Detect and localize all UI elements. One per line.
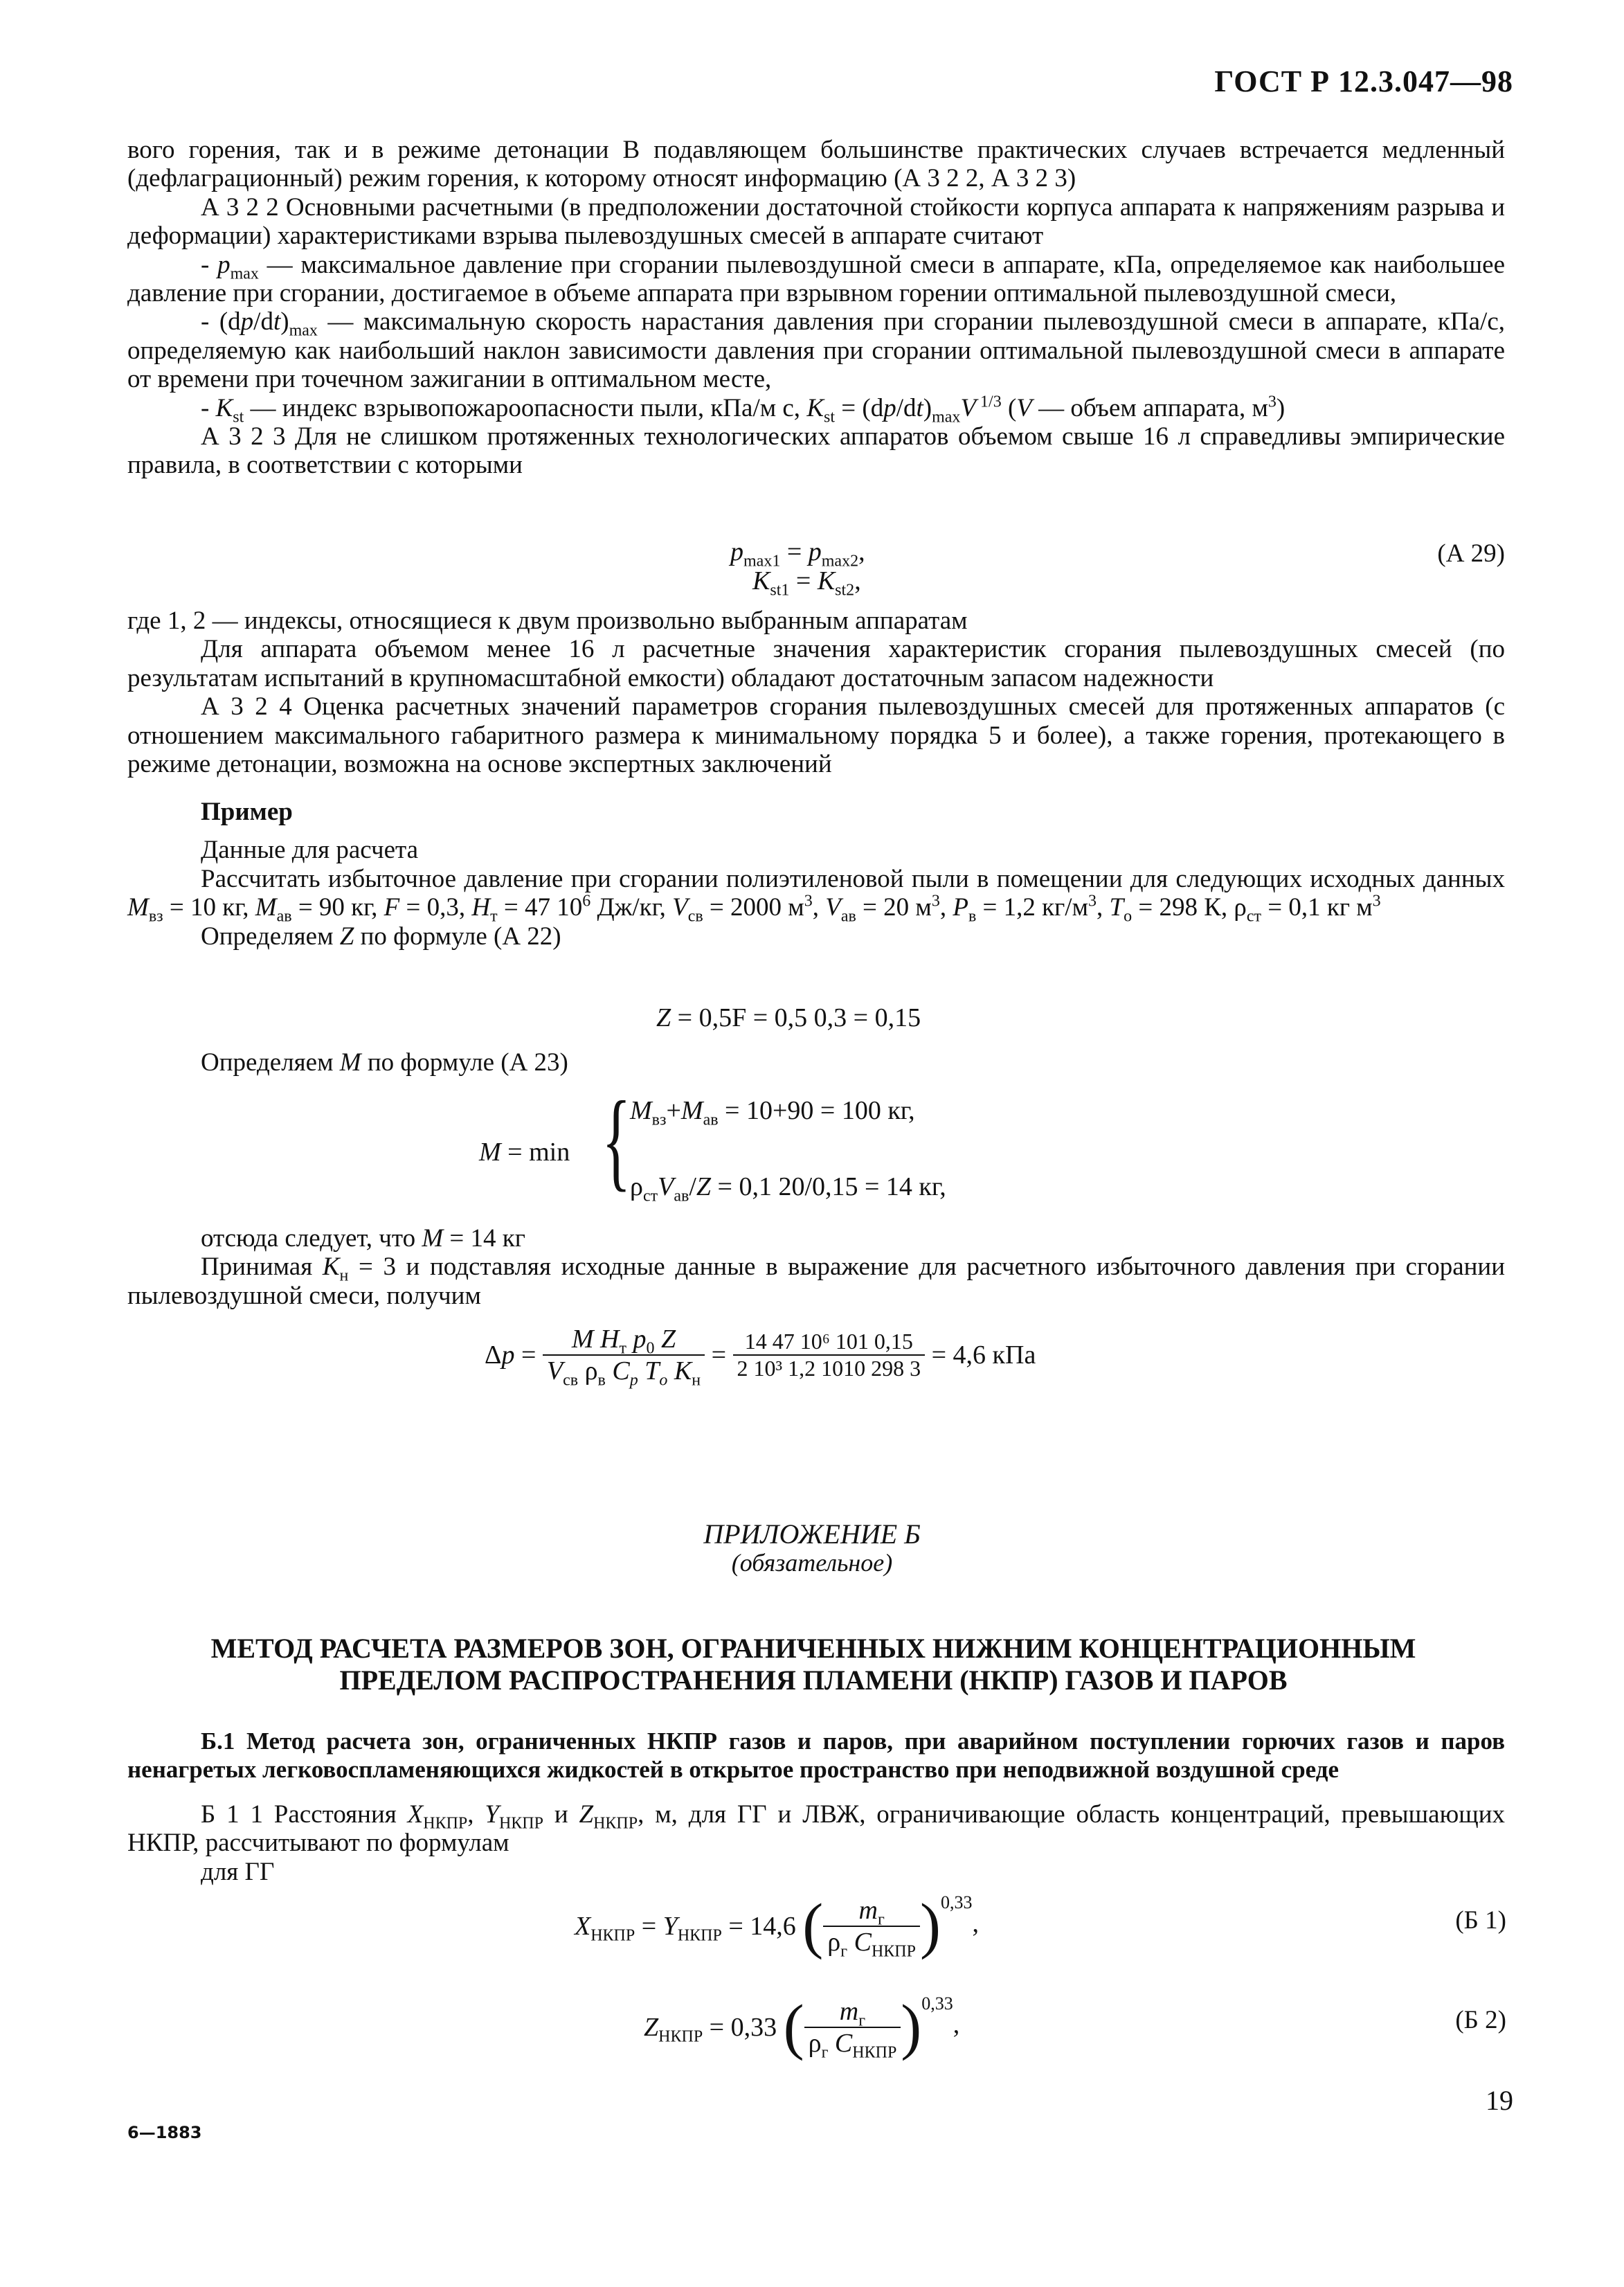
print-code: 6—1883: [127, 2123, 202, 2142]
z-intro-text: Определяем: [201, 922, 334, 951]
formula-b2-exponent: 0,33: [921, 1993, 953, 2014]
definition-dpdt: - $(dp/dt)_{max}$ — максимальную скорость нарастания давления при сгорании пылевоздушной смеси в аппарате, кПа/с, определяемую как наибольший наклон зависимости давления при сгорании оптимальной пылевоздушной смеси в аппарате от времени при точечном зажигании в оптимальном месте,: [127, 307, 1505, 394]
formula-b2-coef: = 0,33: [709, 2012, 777, 2042]
paragraph-a324: А 3 2 4 Оценка расчетных значений параметров сгорания пылевоздушных смесей для протяженных аппаратов (с отношением максимального габаритного размера к минимальному порядка 5 и более), а также горения, протекающего в режиме детонации, возможна на основе экспертных заключений: [127, 692, 1505, 779]
delta-p-symbolic-fraction: $\frac{M H_т p_0 Z}{V_{св} \rho_в C_p T_o K_н}$: [543, 1324, 705, 1386]
result-m: отсюда следует, что M = 14 кг: [201, 1224, 525, 1253]
paragraph-a322: А 3 2 2 Основными расчетными (в предположении достаточной стойкости корпуса аппарата к напряжениям разрыва и деформации) характеристиками взрыва пылевоздушных смесей в аппарате считают: [127, 192, 1505, 251]
equation-number-b1: (Б 1): [1455, 1906, 1506, 1935]
definition-dpdt-text: — максимальную скорость нарастания давления при сгорании пылевоздушной смеси в аппарате, кПа/с, определяемую как наибольший наклон зависимости давления при сгорании оптимальной пылевоздушной смеси в аппарате от времени при точечном зажигании в оптимальном месте,: [127, 307, 1505, 394]
for-gg-label: для ГГ: [201, 1857, 275, 1886]
body-text-top: [127, 136, 1505, 480]
example-m-intro-block: [127, 1048, 1505, 1077]
equation-number-b2: (Б 2): [1455, 2006, 1506, 2034]
section-b1: [127, 1727, 1505, 1784]
paragraph-b11-block: [127, 1800, 1505, 1886]
kn-text-a: Принимая: [201, 1253, 313, 1282]
example-results: [127, 1224, 1505, 1310]
formula-z: Z = 0,5F = 0,5 0,3 = 0,15: [656, 1003, 921, 1032]
example-z-intro: Определяем Z по формуле (А 22): [201, 922, 561, 951]
formula-delta-p: Δp = $\frac{M H_т p_0 Z}{V_{св} \rho_в C_p T_o K_н}$ = $\frac{\text{14 47 10⁶ 101 0,15}}{\text{2 10³ 1,2 1010 298 3}}$ = 4,6 кПа: [485, 1325, 1036, 1390]
formula-m-line2: $\rho_{ст}V_{ав}/Z = 0,1$ 20/0,15 = 14 кг,: [630, 1172, 946, 1205]
body-text-mid: [127, 607, 1505, 778]
formula-b1-coef: = 14,6: [728, 1911, 796, 1941]
formula-m-line1-text: = 10+90 = 100 кг,: [725, 1096, 915, 1125]
example-block: [127, 798, 1505, 951]
definition-pmax: - $p_{max}$ — максимальное давление при сгорании пылевоздушной смеси в аппарате, кПа, определяемое как наибольшее давление при сгорании, достигаемое в объеме аппарата при взрывном горении оптимальной пылевоздушной смеси,: [127, 250, 1506, 308]
formula-m-line1: $M_{вз}+M_{ав} = 10+90 = 100$ кг,: [630, 1096, 915, 1129]
appendix-title: [159, 1633, 1468, 1696]
delta-p-numeric-fraction: [733, 1329, 926, 1381]
equation-number-a29: (А 29): [1437, 539, 1505, 568]
section-b1-heading: Б.1 Метод расчета зон, ограниченных НКПР газов и паров, при аварийном поступлении горючих газов и паров ненагретых легковоспламеняющихся жидкостей в открытое пространство при неподвижной воздушной среде: [127, 1728, 1505, 1783]
formula-b1: $X_{НКПР} = Y_{НКПР} = 14,6$ ( $\frac{m_г}{\rho_г C_{НКПР}}$ )$^{0,33}$,: [575, 1892, 979, 1961]
example-task-text: Рассчитать избыточное давление при сгорании полиэтиленовой пыли в помещении для следующих исходных данных: [201, 864, 1505, 893]
formula-b1-fraction: $\frac{m_г}{\rho_г C_{НКПР}}$: [823, 1895, 920, 1957]
definition-kst-tail: — объем аппарата, м: [1031, 393, 1268, 422]
example-data-title: Данные для расчета: [201, 836, 419, 865]
delta-p-denominator: 2 10³ 1,2 1010 298 3: [737, 1356, 921, 1381]
paragraph-where: где 1, 2 — индексы, относящиеся к двум произвольно выбранным аппаратам: [127, 607, 968, 635]
appendix-label: ПРИЛОЖЕНИЕ Б: [703, 1518, 921, 1550]
paragraph-a323: А 3 2 3 Для не слишком протяженных технологических аппаратов объемом свыше 16 л справедливы эмпирические правила, в соответствии с которыми: [127, 422, 1505, 480]
paragraph-kn: Принимая $K_н = 3$ и подставляя исходные данные в выражение для расчетного избыточного давления при сгорании пылевоздушной смеси, получим: [127, 1253, 1506, 1310]
paragraph-continuation: вого горения, так и в режиме детонации В подавляющем большинстве практических случаев встречается медленный (дефлаграционный) режим горения, к которому относят информацию (А 3 2 2, А 3 2 3): [127, 136, 1505, 193]
definition-pmax-text: — максимальное давление при сгорании пылевоздушной смеси в аппарате, кПа, определяемое как наибольшее давление при сгорании, достигаемое в объеме аппарата при взрывном горении оптимальной пылевоздушной смеси,: [127, 250, 1506, 308]
result-m-text: отсюда следует, что: [201, 1224, 416, 1253]
delta-p-numerator: 14 47 10⁶ 101 0,15: [733, 1329, 926, 1356]
paragraph-small-apparatus: Для аппарата объемом менее 16 л расчетные значения характеристик сгорания пылевоздушных смесей (по результатам испытаний в крупномасштабной емкости) обладают достаточным запасом надежности: [127, 635, 1505, 692]
formula-b1-exponent: 0,33: [940, 1892, 973, 1913]
definition-kst-text: — индекс взрывопожароопасности пыли, кПа/м с,: [244, 393, 807, 422]
result-m-value: = 14 кг: [449, 1224, 525, 1253]
b11-text-b: , м, для ГГ и ЛВЖ, ограничивающие область концентраций, превышающих НКПР, рассчитывают по формулам: [127, 1800, 1506, 1858]
page-number: 19: [1486, 2085, 1513, 2116]
formula-m-line2-text: = 0,1 20/0,15 = 14 кг,: [717, 1172, 946, 1201]
formula-z-text: = 0,5F = 0,5 0,3 = 0,15: [677, 1003, 921, 1032]
kn-text-b: = 3 и подставляя исходные данные в выражение для расчетного избыточного давления при сгорании пылевоздушной смеси, получим: [127, 1253, 1506, 1310]
delta-p-result: = 4,6 кПа: [931, 1340, 1036, 1370]
appendix-status: (обязательное): [731, 1549, 893, 1577]
formula-a29: $p_{max1} = p_{max2}$, $K_{st1} = K_{st2}$,: [730, 537, 865, 600]
z-intro-tail: по формуле (А 22): [360, 922, 561, 951]
appendix-title-line2: ПРЕДЕЛОМ РАСПРОСТРАНЕНИЯ ПЛАМЕНИ (НКПР) ГАЗОВ И ПАРОВ: [339, 1665, 1288, 1696]
appendix-title-line1: МЕТОД РАСЧЕТА РАЗМЕРОВ ЗОН, ОГРАНИЧЕННЫХ НИЖНИМ КОНЦЕНТРАЦИОННЫМ: [210, 1633, 1416, 1664]
formula-b2: $Z_{НКПР} = 0,33$ ( $\frac{m_г}{\rho_г C_{НКПР}}$ )$^{0,33}$,: [644, 1993, 960, 2062]
m-intro-text: Определяем: [201, 1048, 334, 1077]
example-m-intro: Определяем M по формуле (А 23): [201, 1048, 568, 1077]
formula-b2-fraction: $\frac{m_г}{\rho_г C_{НКПР}}$: [804, 1996, 901, 2059]
b11-text-a: Б 1 1 Расстояния: [201, 1800, 397, 1829]
m-intro-tail: по формуле (А 23): [367, 1048, 568, 1077]
example-heading: Пример: [201, 798, 293, 826]
example-task: Рассчитать избыточное давление при сгорании полиэтиленовой пыли в помещении для следующих исходных данных $M_{вз} = 10$ кг, $M_{ав} = 90$ кг, F = 0,3, $H_т = 47$ $10^6$ Дж/кг, $V_{св} = 2000$ $м^3$, $V_{ав} = 20$ $м^3$, $P_в = 1,2$ $кг/м^3$, $T_o = 298$ К, $\rho_{ст} = 0,1$ кг $м^3$: [127, 864, 1505, 926]
paragraph-b11: Б 1 1 Расстояния $X_{НКПР}$, $Y_{НКПР}$ и $Z_{НКПР}$, м, для ГГ и ЛВЖ, ограничивающие область концентраций, превышающих НКПР, рассчитывают по формулам: [127, 1800, 1506, 1858]
definition-kst: - $K_{st}$ — индекс взрывопожароопасности пыли, кПа/м с, $K_{st} = (dp/dt)_{max}V$ $^{1/3}$ (V — объем аппарата, $м^3$): [201, 393, 1285, 427]
document-header: ГОСТ Р 12.3.047—98: [1214, 64, 1513, 98]
